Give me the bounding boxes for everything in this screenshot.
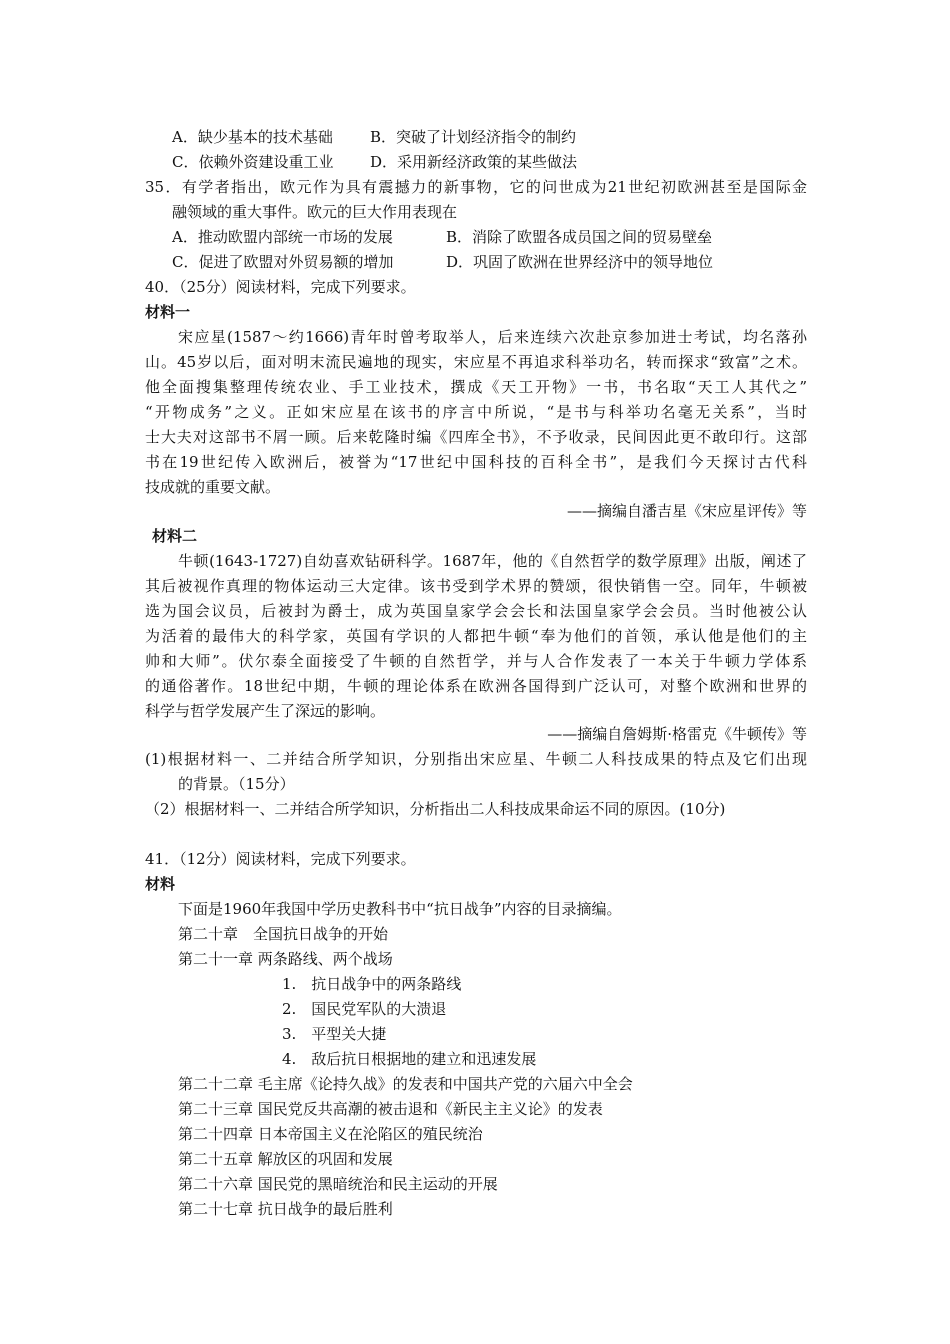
toc-chapter-21-item: 1. 抗日战争中的两条路线 [282, 975, 462, 993]
q40-material2-line: 为活着的最伟大的科学家，英国有学识的人都把牛顿“奉为他们的首领，承认他是他们的主 [145, 627, 807, 645]
q35-option-a: A．推动欧盟内部统一市场的发展 [172, 228, 393, 246]
q40-material2-title: 材料二 [152, 527, 198, 545]
q40-material2-line: 的通俗著作。18世纪中期，牛顿的理论体系在欧洲各国得到广泛认可，对整个欧洲和世界的 [145, 677, 807, 695]
q40-header: 40．（25分）阅读材料，完成下列要求。 [145, 278, 416, 296]
toc-chapter-20: 第二十章 全国抗日战争的开始 [178, 925, 389, 943]
q35-stem-line2: 融领域的重大事件。欧元的巨大作用表现在 [172, 203, 458, 221]
q40-material2-last-line: 科学与哲学发展产生了深远的影响。 [145, 702, 386, 720]
toc-chapter-27: 第二十七章 抗日战争的最后胜利 [178, 1200, 393, 1218]
q40-material2-line: 帅和大师”。伏尔泰全面接受了牛顿的自然哲学，并与人合作发表了一本关于牛顿力学体系 [145, 652, 807, 670]
q40-material1-last-line: 技成就的重要文献。 [145, 478, 281, 496]
toc-chapter-22: 第二十二章 毛主席《论持久战》的发表和中国共产党的六届六中全会 [178, 1075, 633, 1093]
q35-option-b: B．消除了欧盟各成员国之间的贸易壁垒 [446, 228, 713, 246]
q40-material1-line: 他全面搜集整理传统农业、手工业技术，撰成《天工开物》一书，书名取“天工人其代之” [145, 378, 807, 396]
toc-chapter-21-item: 4. 敌后抗日根据地的建立和迅速发展 [282, 1050, 537, 1068]
q41-header: 41．（12分）阅读材料，完成下列要求。 [145, 850, 416, 868]
toc-chapter-21-item: 3. 平型关大捷 [282, 1025, 387, 1043]
q40-material1-title: 材料一 [145, 303, 191, 321]
q40-material1-line: 士大夫对这部书不屑一顾。后来乾隆时编《四库全书》，不予收录，民间因此更不敢印行。这部 [145, 428, 807, 446]
q40-material1-line: 山。45岁以后，面对明末流民遍地的现实，宋应星不再追求科举功名，转而探求“致富”之术。 [145, 353, 807, 371]
q35-option-c: C．促进了欧盟对外贸易额的增加 [172, 253, 394, 271]
q40-material2-line: 其后被视作真理的物体运动三大定律。该书受到学术界的赞颂，很快销售一空。同年，牛顿被 [145, 577, 807, 595]
q35-stem-line1: 35．有学者指出，欧元作为具有震撼力的新事物，它的问世成为21世纪初欧洲甚至是国际金 [145, 178, 807, 196]
q34-option-d: D．采用新经济政策的某些做法 [370, 153, 578, 171]
q34-option-a: A．缺少基本的技术基础 [172, 128, 333, 146]
q34-option-c: C．依赖外资建设重工业 [172, 153, 334, 171]
q40-material1-line: 书在19世纪传入欧洲后，被誉为“17世纪中国科技的百科全书”，是我们今天探讨古代科 [145, 453, 807, 471]
q40-material1-line: 宋应星(1587～约1666)青年时曾考取举人，后来连续六次赴京参加进士考试，均名落孙 [178, 328, 807, 346]
q40-material2-source: ——摘编自詹姆斯·格雷克《牛顿传》等 [547, 725, 807, 743]
q40-requirement-2: （2）根据材料一、二并结合所学知识，分析指出二人科技成果命运不同的原因。(10分) [145, 800, 726, 818]
q40-material2-line: 牛顿(1643-1727)自幼喜欢钻研科学。1687年，他的《自然哲学的数学原理》出版，阐述了 [178, 552, 807, 570]
q34-option-b: B．突破了计划经济指令的制约 [370, 128, 577, 146]
q41-intro: 下面是1960年我国中学历史教科书中“抗日战争”内容的目录摘编。 [178, 900, 622, 918]
q40-material1-source: ——摘编自潘吉星《宋应星评传》等 [566, 502, 807, 520]
toc-chapter-21-item: 2. 国民党军队的大溃退 [282, 1000, 447, 1018]
toc-chapter-23: 第二十三章 国民党反共高潮的被击退和《新民主主义论》的发表 [178, 1100, 603, 1118]
q40-material1-line: “开物成务”之义。正如宋应星在该书的序言中所说，“是书与科举功名毫无关系”，当时 [145, 403, 807, 421]
q40-requirement-1: (1)根据材料一、二并结合所学知识，分别指出宋应星、牛顿二人科技成果的特点及它们出现 [145, 750, 807, 768]
q35-option-d: D．巩固了欧洲在世界经济中的领导地位 [446, 253, 714, 271]
toc-chapter-26: 第二十六章 国民党的黑暗统治和民主运动的开展 [178, 1175, 498, 1193]
q40-requirement-1-cont: 的背景。（15分） [178, 775, 295, 793]
q40-material2-line: 选为国会议员，后被封为爵士，成为英国皇家学会会长和法国皇家学会会员。当时他被公认 [145, 602, 807, 620]
toc-chapter-21: 第二十一章 两条路线、两个战场 [178, 950, 393, 968]
q41-material-title: 材料 [145, 875, 176, 893]
toc-chapter-25: 第二十五章 解放区的巩固和发展 [178, 1150, 393, 1168]
toc-chapter-24: 第二十四章 日本帝国主义在沦陷区的殖民统治 [178, 1125, 483, 1143]
